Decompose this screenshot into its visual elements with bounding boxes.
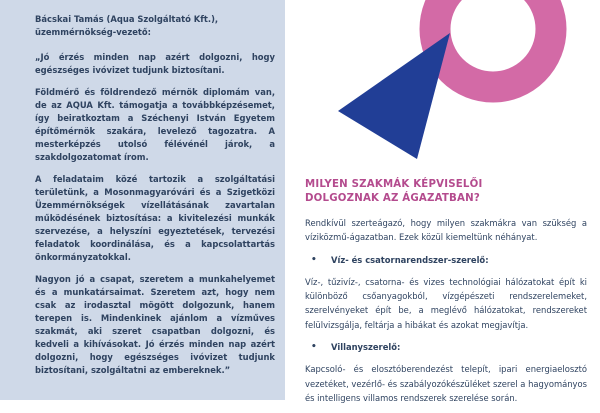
quote-paragraph-1: „Jó érzés minden nap azért dolgozni, hogy egészséges ivóvizet tudjunk biztosítani. [35,52,275,75]
profession-title: Víz- és csatornarendszer-szerelő: [331,254,489,265]
author-role: üzemmérnökség-vezető: [35,27,152,37]
profession-description: Kapcsoló- és elosztóberendezést telepít, ipari energiaelosztó vezetéket, vezérlő- és szabályozókészüléket szerel a hagyományos és intelligens villamos rendszerek szerelése során. [305,364,587,403]
profession-title-row [305,253,587,267]
pink-ring-shape [435,0,551,87]
professions-section [305,178,587,413]
heading-line-2: DOLGOZNAK AZ ÁGAZATBAN? [305,193,480,204]
quote-paragraph-4: Nagyon jó a csapat, szeretem a munkahelyemet és a munkatársaimat. Szeretem azt, hogy nem csak az irodasztal mögött dolgozunk, hanem terepen is. Mindenkinek ajánlom a vízműves szakmát, aki szeret csapatban dolgozni, és kedveli a kihívásokat. Jó érzés minden nap azért dolgozni, hogy egészséges ivóvizet tudjunk biztosítani, szolgáltatni az embereknek.” [35,274,275,375]
bullet-icon: • [311,342,317,353]
bullet-icon: • [311,254,317,265]
section-intro: Rendkívül szerteágazó, hogy milyen szakmákra van szükség a víziközmű-ágazatban. Ezek közül kiemeltünk néhányat. [305,218,587,243]
author-name: Bácskai Tamás (Aqua Szolgáltató Kft.), [35,14,219,24]
section-heading [305,178,587,206]
profession-title: Villanyszerelő: [331,342,401,353]
heading-line-1: MILYEN SZAKMÁK KÉPVISELŐI [305,179,483,190]
profession-title-row [305,340,587,354]
quote-paragraph-2: Földmérő és földrendező mérnök diplomám van, de az AQUA Kft. támogatja a továbbképzésemet, így beiratkoztam a Széchenyi István Egyetem építőmérnök szakára, levelező tagozatra. A mesterképzés utolsó félévénél járok, a szakdolgozatomat írom. [35,87,275,162]
blue-triangle-shape [338,33,450,159]
profession-description: Víz-, tűzivíz-, csatorna- és vizes technológiai hálózatokat épít ki különböző csőanyagokból, vízgépészeti rendszerelemeket, szerelvényeket épít be, a meglévő hálózatokat, rendszereket felülvizsgálja, feltárja a hibákat és azokat megjavítja. [305,276,587,330]
quote-paragraph-3: A feladataim közé tartozik a szolgáltatási területünk, a Mosonmagyaróvári és a Szigetközi Üzemmérnökségek vízellátásának zavartalan működésének biztosítása: a kivitelezési munkák szervezése, a helyszíni egyeztetések, tervezési feladatok koordinálása, és a kapcsolattartás önkormányzatokkal. [35,174,275,262]
